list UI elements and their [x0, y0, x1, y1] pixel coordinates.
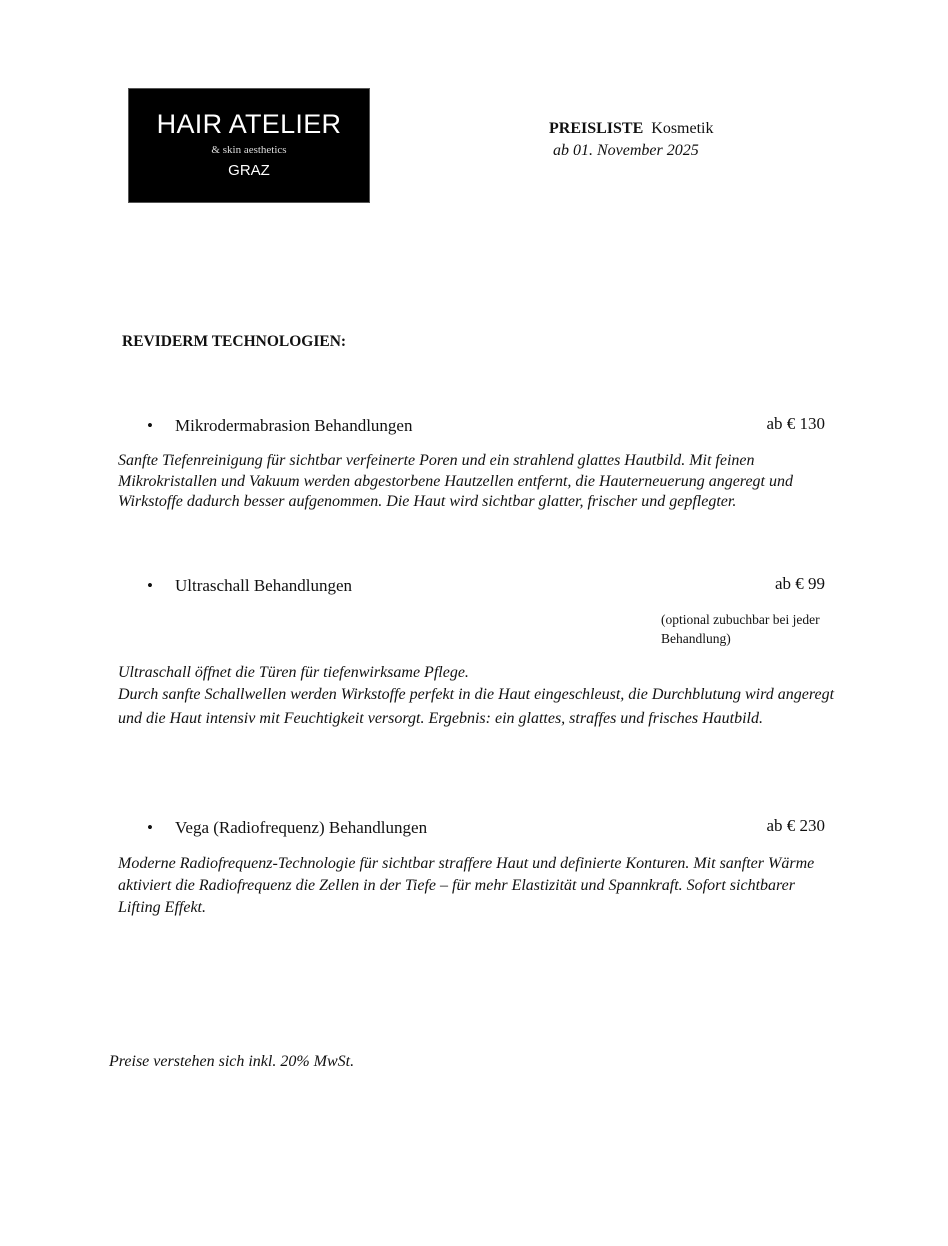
logo-city: GRAZ: [228, 162, 270, 179]
document-title: PREISLISTE: [549, 120, 644, 137]
item-description: [118, 451, 838, 513]
effective-date: ab 01. November 2025: [553, 142, 699, 159]
description-paragraph: Ultraschall öffnet die Türen für tiefenwirksame Pflege.: [118, 664, 469, 681]
logo: [128, 88, 370, 203]
description-paragraph: Durch sanfte Schallwellen werden Wirkstoffe perfekt in die Haut eingeschleust, die Durchblutung wird angeregt und die Haut intensiv mit Feuchtigkeit versorgt. Ergebnis: ein glattes, straffes und frisches Hautbild.: [118, 686, 835, 727]
document-subtitle: Kosmetik: [651, 120, 714, 137]
item-price: ab € 99: [774, 574, 825, 593]
description-paragraph: Moderne Radiofrequenz-Technologie für sichtbar straffere Haut und definierte Konturen. Mit sanfter Wärme aktiviert die Radiofrequenz die Zellen in der Tiefe – für mehr Elastizität und Spannkraft. Sofort sichtbarer Lifting Effekt.: [118, 855, 815, 916]
item-name: Ultraschall Behandlungen: [175, 576, 353, 595]
tax-note: Preise verstehen sich inkl. 20% MwSt.: [109, 1053, 355, 1070]
bullet-icon: •: [147, 818, 153, 837]
bullet-icon: •: [147, 416, 153, 435]
item-description: [118, 663, 838, 730]
item-name: Vega (Radiofrequenz) Behandlungen: [175, 818, 428, 837]
bullet-icon: •: [147, 576, 153, 595]
logo-tagline: & skin aesthetics: [211, 144, 287, 156]
logo-title: HAIR ATELIER: [156, 109, 342, 139]
item-description: [118, 853, 838, 919]
description-paragraph: Sanfte Tiefenreinigung für sichtbar verfeinerte Poren und ein strahlend glattes Hautbild. Mit feinen Mikrokristallen und Vakuum werden abgestorbene Hautzellen entfernt, die Hauterneuerung angeregt und Wirkstoffe dadurch besser aufgenommen. Die Haut wird sichtbar glatter, frischer und gepflegter.: [118, 452, 793, 510]
section-heading: REVIDERM TECHNOLOGIEN:: [122, 333, 347, 350]
item-name: Mikrodermabrasion Behandlungen: [175, 416, 413, 435]
item-price: ab € 230: [766, 816, 825, 835]
item-note: (optional zubuchbar bei jeder Behandlung): [661, 612, 820, 646]
item-price: ab € 130: [766, 414, 825, 433]
document-header: [549, 118, 713, 162]
